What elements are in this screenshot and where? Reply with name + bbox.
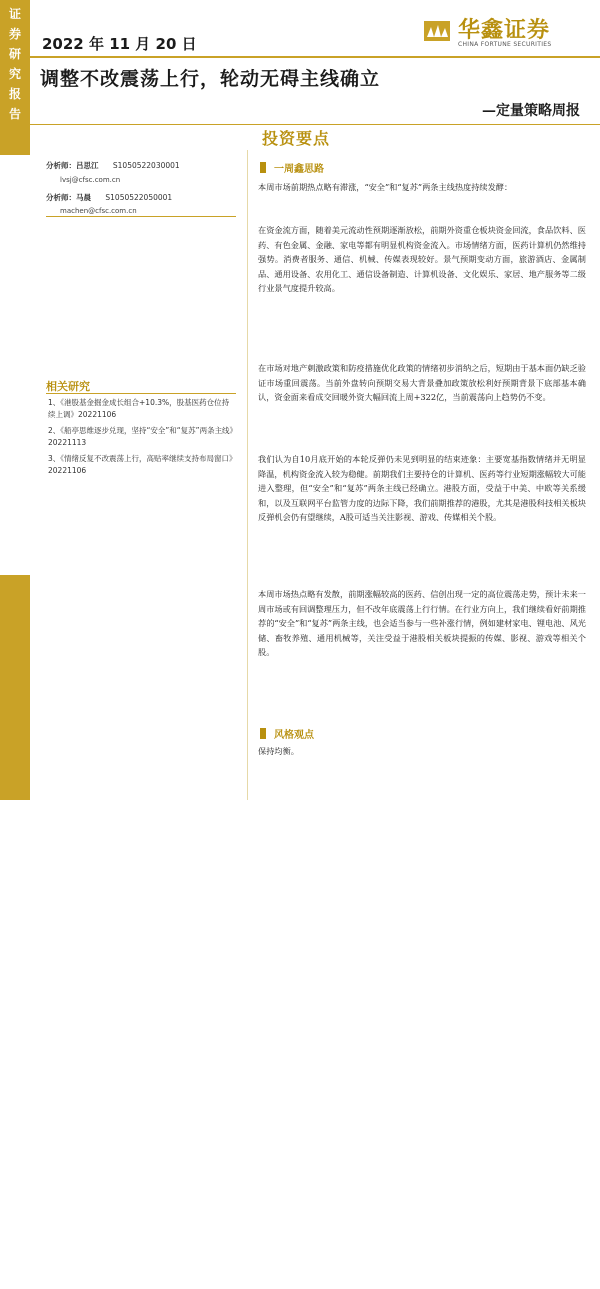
report-date: 2022 年 11 月 20 日 bbox=[42, 35, 197, 53]
section-bar-icon bbox=[260, 728, 266, 739]
logo-mark-icon bbox=[424, 21, 450, 41]
related-research-item[interactable]: 1、《港股基金掘金成长组合+10.3%，股基医药仓位持续上调》20221106 bbox=[48, 398, 230, 419]
related-research-item[interactable]: 3、《情绪反复不改震荡上行，高贴率继续支持布局窗口》20221106 bbox=[48, 454, 233, 475]
paragraph-market-view: 在市场对地产刺激政策和防疫措施优化政策的情绪初步消纳之后，短期由于基本面仍缺乏验证市场重回震荡。当前外盘转向预期交易大背景叠加政策放松利好预期背景下底部基本确认，资金面来看成交回暖外资大幅回流上周+322亿，当前震荡向上趋势仍不变。 bbox=[258, 363, 586, 403]
company-logo bbox=[424, 13, 584, 49]
logo-text-en: CHINA FORTUNE SECURITIES bbox=[458, 41, 552, 48]
paragraph-outlook: 本周市场热点略有发散，前期涨幅较高的医药、信创出现一定的高位震荡走势，预计未来一周市场或有回调整理压力，但不改年底震荡上行行情。在行业方向上，我们继续看好前期推荐的“安全”和“复苏”两条主线，也会适当参与一些补涨行情，例如建材家电、锂电池、风光储、畜牧养殖、通用机械等，关注受益于港股相关板块提振的传媒、影视、游戏等相关个股。 bbox=[258, 589, 586, 658]
analyst-1-name: 分析师：吕思江 bbox=[46, 161, 99, 170]
logo-text-cn: 华鑫证券 bbox=[458, 18, 551, 43]
sidebar-strip bbox=[0, 0, 30, 1285]
analyst-2-code: S1050522050001 bbox=[105, 193, 173, 202]
analyst-2-email[interactable]: machen@cfsc.com.cn bbox=[60, 207, 137, 215]
section-style-view-title: 风格观点 bbox=[260, 726, 314, 741]
analyst-2-name: 分析师：马晨 bbox=[46, 193, 91, 202]
report-category-label: 金 融 工 程 研 究 bbox=[8, 1161, 21, 1285]
title-rule bbox=[30, 124, 600, 125]
analyst-1-code: S1050522030001 bbox=[112, 161, 180, 170]
report-type-label: 证 券 研 究 报 告 bbox=[8, 7, 21, 121]
report-title: 调整不改震荡上行，轮动无碍主线确立 bbox=[40, 68, 381, 90]
paragraph-style-view: 保持均衡。 bbox=[258, 746, 299, 756]
analyst-1 bbox=[46, 160, 180, 171]
sidebar-top-band bbox=[0, 0, 30, 155]
sidebar-bottom-band bbox=[0, 575, 30, 1285]
header-rule bbox=[30, 56, 600, 58]
paragraph-intro: 本周市场前期热点略有滞涨，“安全”和“复苏”两条主线热度持续发酵： bbox=[258, 182, 513, 192]
paragraph-flows: 在资金流方面，随着美元流动性预期逐渐放松，前期外资重仓板块资金回流，食品饮料、医药、有色金属、金融、家电等都有明显机构资金流入。市场情绪方面，医药计算机仍然维持强势。消费者服务、通信、机械、传媒表现较好。景气预期变动方面，旅游酒店、金属制品、通用设备、农用化工、通信设备制造、计算机设备、文化娱乐、家居、地产服务等二级行业景气度提升较高。 bbox=[258, 225, 586, 294]
analyst-2 bbox=[46, 192, 172, 203]
section-weekly-ideas-title: 一周鑫思路 bbox=[260, 160, 324, 175]
paragraph-rebound: 我们认为自10月底开始的本轮反弹仍未见到明显的结束迹象：主要宽基指数情绪并无明显降温，机构资金流入较为稳健。前期我们主要持仓的计算机、医药等行业短期涨幅较大可能进入整理，但“安全”和“复苏”两条主线已经确立。港股方面，受益于中美、中欧等关系缓和，以及互联网平台监管力度的边际下降，我们前期推荐的港股，尤其是港股科技相关板块反弹机会仍有望继续，A股可适当关注影视、游戏、传媒相关个股。 bbox=[258, 454, 586, 523]
related-research-heading: 相关研究 bbox=[46, 380, 90, 393]
related-research-item[interactable]: 2、《船亭思维逐步兑现，坚持“安全”和“复苏”两条主线》20221113 bbox=[48, 426, 234, 447]
report-subtitle: —定量策略周报 bbox=[482, 103, 580, 119]
analyst-divider bbox=[46, 216, 236, 217]
analyst-1-email[interactable]: lvsj@cfsc.com.cn bbox=[60, 176, 121, 184]
column-divider bbox=[247, 150, 248, 800]
related-research-list bbox=[48, 397, 236, 481]
section-bar-icon bbox=[260, 162, 266, 173]
investment-highlights-heading: 投资要点 bbox=[262, 129, 331, 148]
related-research-rule bbox=[46, 393, 236, 394]
